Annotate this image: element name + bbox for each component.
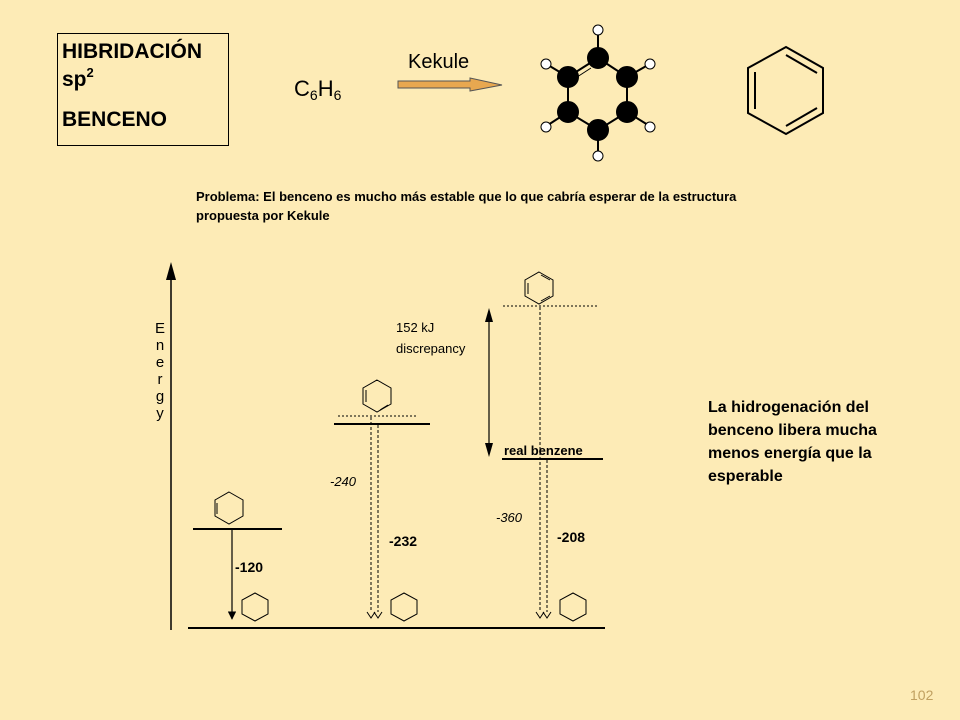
cyclohexadiene-value: -232 <box>389 533 418 549</box>
real-benzene-label: real benzene <box>504 443 583 458</box>
svg-text:E: E <box>154 320 166 337</box>
svg-text:r: r <box>157 371 163 388</box>
formula-c-sub: 6 <box>309 87 318 103</box>
formula-h-sub: 6 <box>333 87 342 103</box>
kekule-arrow <box>398 78 502 91</box>
benzene-value: -208 <box>557 529 586 545</box>
title-line-1: HIBRIDACIÓN <box>62 40 202 63</box>
formula-c: C <box>294 76 310 101</box>
discrepancy-label-1: 152 kJ <box>396 320 435 335</box>
cyclohexadiene-column <box>330 380 430 621</box>
cyclohexene-column <box>193 492 282 621</box>
benzene-column <box>396 272 603 621</box>
formula-h: H <box>317 76 334 101</box>
energy-axis <box>166 262 176 630</box>
svg-text:y: y <box>156 405 164 422</box>
cyclohexene-value: -120 <box>235 559 264 575</box>
cyclohexadiene-expected: -240 <box>330 474 357 489</box>
energy-axis-label <box>155 320 165 422</box>
title-sp: sp <box>62 68 87 91</box>
svg-text:e: e <box>155 354 165 371</box>
discrepancy-label-2: discrepancy <box>396 341 466 356</box>
title-sp-sup: 2 <box>86 65 94 80</box>
svg-text:n: n <box>155 337 165 354</box>
hydrogenation-text: La hidrogenación del benceno libera mucha menos energía que la esperable <box>708 399 877 485</box>
title-line-3: BENCENO <box>62 108 168 131</box>
page-number: 102 <box>910 687 934 703</box>
ball-stick-benzene-icon <box>541 25 655 161</box>
kekule-structure-icon <box>748 47 823 134</box>
svg-text:g: g <box>155 388 165 405</box>
kekule-label: Kekule <box>408 51 470 73</box>
problem-text: Problema: El benceno es mucho más estable que lo que cabría esperar de la estructura propuesta por Kekule <box>196 189 737 223</box>
benzene-expected: -360 <box>496 510 523 525</box>
